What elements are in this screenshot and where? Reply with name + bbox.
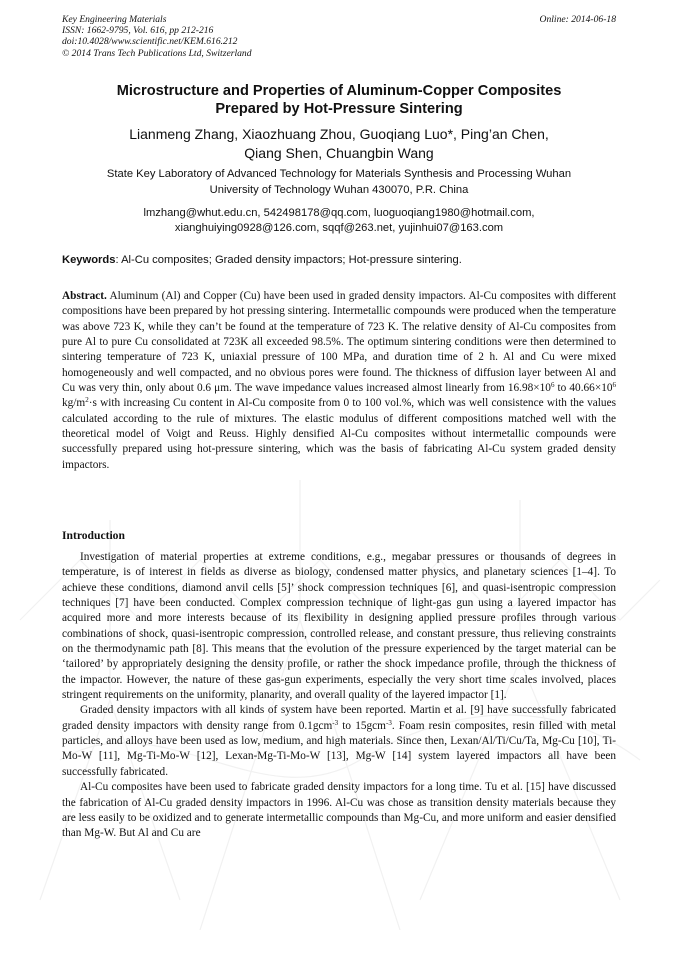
intro-p2-text-c: . Foam resin composites, resin filled with metal particles, and alloys have been used as low, medium, and high materials. Since then, Lexan/Al/Ti/Cu/Ta, Mg-Cu [10], Ti-Mo-W [11], Mg-Ti-Mo-W [12], Lexan-Mg-Ti-Mo-W [13], Mg-W [14] system layered impactors all have been successfully fabricated.	[62, 719, 617, 778]
issn-line: ISSN: 1662-9795, Vol. 616, pp 212-216	[62, 25, 214, 37]
intro-p2-sup-1: -3	[332, 718, 339, 727]
keywords	[62, 253, 616, 267]
abstract-text-4: ·s with increasing Cu content in Al-Cu composite from 0 to 100 vol.%, which was well consistence with the values calculated according to the rule of mixtures. The elastic modulus of different compositions matched well with the theoretical model of Voigt and Reuss. Highly densified Al-Cu composites without intermetallic compounds were successfully prepared using hot-pressure sintering, which was the basis of fabricating Al-Cu system graded density impactors.	[62, 397, 616, 471]
author-emails	[62, 206, 616, 236]
title-line-1: Microstructure and Properties of Aluminum-Copper Composites	[116, 83, 562, 99]
keywords-text: : Al-Cu composites; Graded density impactors; Hot-pressure sintering.	[115, 254, 462, 266]
affiliation	[62, 166, 616, 198]
keywords-label: Keywords	[62, 254, 116, 266]
journal-header	[62, 14, 616, 59]
emails-line-1: lmzhang@whut.edu.cn, 542498178@qq.com, luoguoqiang1980@hotmail.com,	[143, 207, 535, 219]
affiliation-line-1: State Key Laboratory of Advanced Technology for Materials Synthesis and Processing Wuhan	[106, 168, 572, 180]
affiliation-line-2: University of Technology Wuhan 430070, P.R. China	[209, 184, 469, 196]
doi-line: doi:10.4028/www.scientific.net/KEM.616.212	[62, 36, 238, 48]
abstract-text-1: Aluminum (Al) and Copper (Cu) have been used in graded density impactors. Al-Cu composites with different compositions have been prepared by hot pressing sintering. Intermetallic compounds were produced when the temperature was above 723 K, while they can’t be found at the temperature of 723 K. The relative density of Al-Cu composites from pure Al to pure Cu consolidated at 723K all exceeded 98.5%. The optimum sintering conditions were then determined to sintering temperature of 723 K, uniaxial pressure of 100 MPa, and duration time of 2 h. Al and Cu were mixed homogeneously and well compacted, and no obvious pores were found. The thickness of diffusion layer between Al and Cu was very thin, only about 0.6 μm. The wave impedance values increased almost linearly from 16.98×10	[62, 290, 616, 395]
paper-title	[62, 82, 616, 118]
intro-p2-sup-2: -3	[385, 718, 392, 727]
intro-paragraph-2	[62, 703, 616, 780]
abstract-text-2: to 40.66×10	[554, 382, 613, 395]
emails-line-2: xianghuiying0928@126.com, sqqf@263.net, yujinhui07@163.com	[174, 222, 504, 234]
abstract-sup-3: 2	[85, 396, 89, 405]
online-date: Online: 2014-06-18	[539, 14, 616, 25]
intro-p2-text-b: to 15gcm	[338, 719, 386, 732]
title-line-2: Prepared by Hot-Pressure Sintering	[215, 101, 463, 117]
intro-paragraph-1: Investigation of material properties at extreme conditions, e.g., megabar pressures or thousands of degrees in temperature, is of interest in fields as diverse as biology, condensed matter physics, and planetary sciences [1–4]. To achieve these conditions, diamond anvil cells [5]’ shock compression techniques [6], and quasi-isentropic compression techniques [7] have been conducted. Complex compression technique of light-gas gun using a layered impactor has acquired more and more interests because of its flexibility in designing applied pressure profiles through various combinations of shock, quasi-isentropic compression, controlled release, and constant pressure, thus relieving constraints on the thermodynamic path [8]. This means that the evolution of the pressure experienced by the target material can be ‘tailored’ by appropriately designing the density profile, or rather the shock impedance profile, through the thickness of the impactor. However, the nature of these gas-gun experiments, especially the very short time scales involved, places stringent requirements on the uniformity, planarity, and overall quality of the layered impactor [1].	[62, 551, 616, 702]
abstract-text-3: kg/m	[62, 397, 86, 410]
authors-line-2: Qiang Shen, Chuangbin Wang	[244, 145, 434, 161]
abstract	[62, 289, 616, 473]
intro-p2-text-a: Graded density impactors with all kinds of system have been reported. Martin et al. [9] have successfully fabricated graded density impactors with density range from 0.1gcm	[62, 704, 616, 732]
authors-line-1: Lianmeng Zhang, Xiaozhuang Zhou, Guoqiang Luo*, Ping’an Chen,	[129, 126, 549, 142]
intro-paragraph-3: Al-Cu composites have been used to fabricate graded density impactors for a long time. Tu et al. [15] have discussed the fabrication of Al-Cu graded density impactors in 1996. Al-Cu was chose as transition density materials because they are less easily to be oxidized and to generate intermetallic compounds than Mg-Cu, and more uniform and easier densified than Mg-W. But Al and Cu are	[62, 781, 616, 840]
journal-name: Key Engineering Materials	[62, 14, 167, 25]
author-list	[62, 125, 616, 163]
abstract-sup-1: 6	[550, 381, 555, 390]
introduction-heading: Introduction	[62, 529, 125, 542]
introduction-body	[62, 550, 616, 842]
copyright-line: © 2014 Trans Tech Publications Ltd, Switzerland	[62, 47, 252, 59]
abstract-sup-2: 6	[612, 381, 616, 390]
abstract-label: Abstract.	[62, 290, 107, 302]
